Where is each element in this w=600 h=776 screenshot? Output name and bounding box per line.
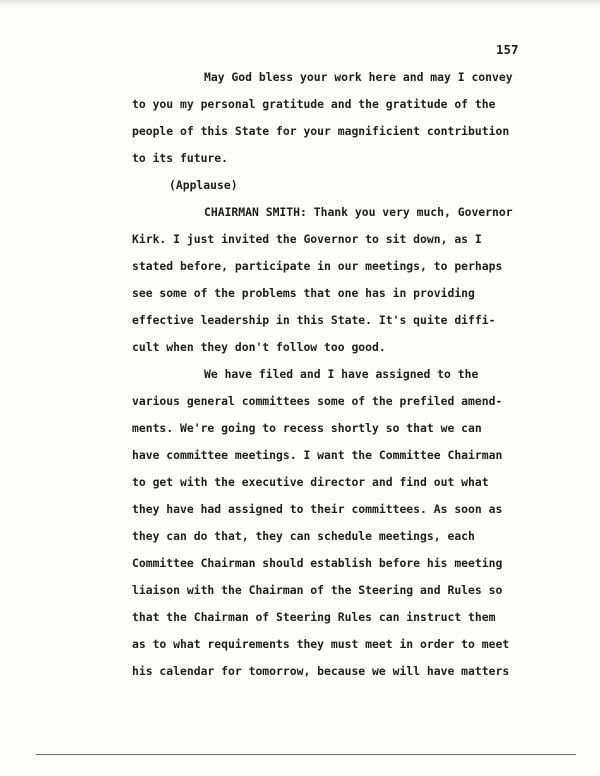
text-line: effective leadership in this State. It's quite diffi- <box>132 313 496 327</box>
text-line: to get with the executive director and find out what <box>132 475 489 489</box>
text-line: they have had assigned to their committees. As soon as <box>132 502 503 516</box>
text-line: have committee meetings. I want the Committee Chairman <box>132 448 503 462</box>
text-line: that the Chairman of Steering Rules can instruct them <box>132 610 496 624</box>
text-line: his calendar for tomorrow, because we will have matters <box>132 664 510 678</box>
text-line: cult when they don't follow too good. <box>132 340 386 354</box>
text-line: to its future. <box>132 151 229 165</box>
speaker-line: CHAIRMAN SMITH: Thank you very much, Governor <box>204 205 513 219</box>
text-line: see some of the problems that one has in providing <box>132 286 475 300</box>
page-number: 157 <box>496 42 519 57</box>
text-line: Committee Chairman should establish before his meeting <box>132 556 503 570</box>
text-line: as to what requirements they must meet in order to meet <box>132 637 510 651</box>
text-line: stated before, participate in our meetings, to perhaps <box>132 259 503 273</box>
text-line: various general committees some of the prefiled amend- <box>132 394 503 408</box>
text-line: We have filed and I have assigned to the <box>204 367 479 381</box>
text-line: May God bless your work here and may I convey <box>204 70 513 84</box>
text-line: they can do that, they can schedule meetings, each <box>132 529 475 543</box>
text-line: ments. We're going to recess shortly so that we can <box>132 421 482 435</box>
text-line: to you my personal gratitude and the gratitude of the <box>132 97 496 111</box>
text-line: liaison with the Chairman of the Steering and Rules so <box>132 583 503 597</box>
page-bottom-rule <box>36 754 576 755</box>
stage-direction: (Applause) <box>169 178 238 192</box>
text-line: people of this State for your magnificient contribution <box>132 124 510 138</box>
page-edge-shadow <box>0 0 600 6</box>
text-line: Kirk. I just invited the Governor to sit down, as I <box>132 232 482 246</box>
